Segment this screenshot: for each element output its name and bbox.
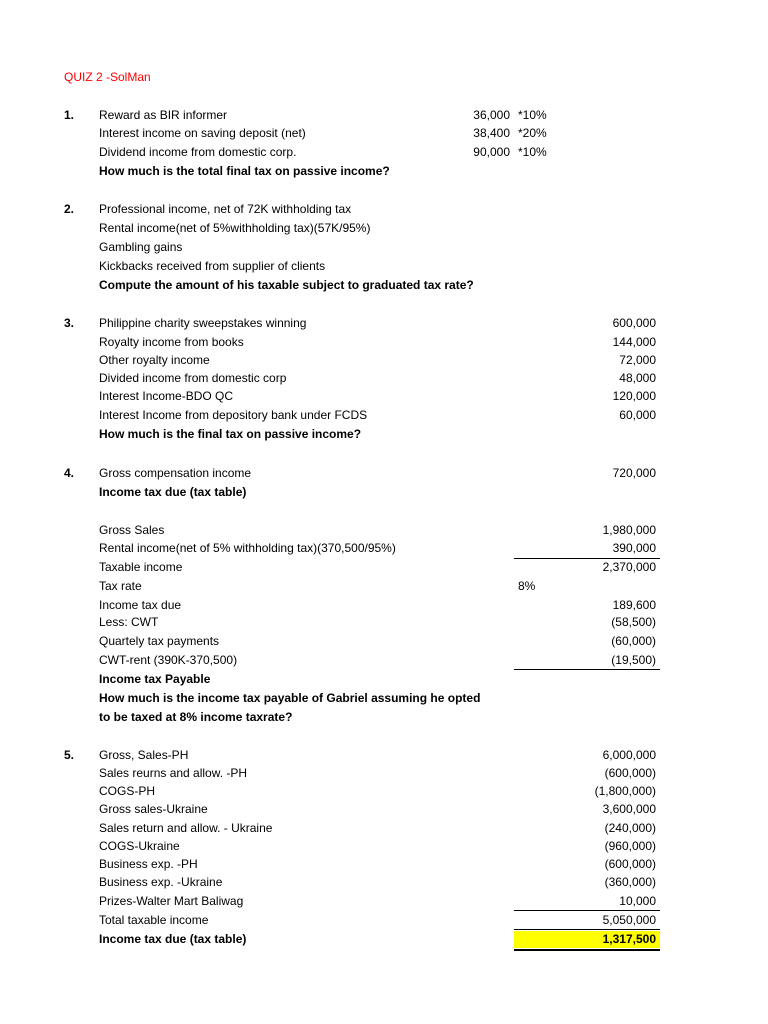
row-label: Sales return and allow. - Ukraine [99, 821, 273, 835]
row-label: Gross sales-Ukraine [99, 802, 208, 816]
row-value: 2,370,000 [602, 560, 656, 574]
row-label: Gross compensation income [99, 466, 252, 480]
underline [514, 669, 660, 670]
payable-label: Income tax Payable [99, 672, 211, 686]
row-value: 600,000 [612, 316, 656, 330]
row-label: Professional income, net of 72K withholding tax [99, 202, 352, 216]
row-label: Rental income(net of 5% withholding tax)(370,500/95%) [99, 541, 396, 555]
row-value: (1,800,000) [594, 784, 656, 798]
row-value: 5,050,000 [602, 913, 656, 927]
row-label: Philippine charity sweepstakes winning [99, 316, 307, 330]
question-text: Compute the amount of his taxable subject to graduated tax rate? [99, 278, 474, 292]
row-value: (360,000) [604, 875, 656, 889]
tax-due-label: Income tax due (tax table) [99, 485, 247, 499]
double-underline [514, 949, 660, 951]
question-text: How much is the final tax on passive income? [99, 427, 362, 441]
row-label: Interest income on saving deposit (net) [99, 126, 306, 140]
row-value: 10,000 [619, 894, 656, 908]
question-text: How much is the income tax payable of Gabriel assuming he opted [99, 691, 481, 705]
row-label: Royalty income from books [99, 335, 244, 349]
row-label: Total taxable income [99, 913, 209, 927]
row-value: 390,000 [612, 541, 656, 555]
row-label: Divided income from domestic corp [99, 371, 287, 385]
row-label: Prizes-Walter Mart Baliwag [99, 894, 244, 908]
row-label: COGS-Ukraine [99, 839, 180, 853]
row-rate: *20% [518, 126, 547, 140]
final-label: Income tax due (tax table) [99, 932, 247, 946]
row-amount: 90,000 [473, 145, 510, 159]
question-number: 3. [64, 316, 75, 330]
row-label: Taxable income [99, 560, 183, 574]
row-value: (60,000) [611, 634, 656, 648]
row-value: 1,980,000 [602, 523, 656, 537]
row-value: 72,000 [619, 353, 656, 367]
question-number: 5. [64, 748, 75, 762]
row-value: (960,000) [604, 839, 656, 853]
row-label: Gross, Sales-PH [99, 748, 189, 762]
row-value: 189,600 [612, 598, 656, 612]
quiz-title: QUIZ 2 -SolMan [64, 70, 151, 84]
row-label: Business exp. -PH [99, 857, 198, 871]
row-label: Interest Income-BDO QC [99, 389, 234, 403]
question-number: 1. [64, 108, 75, 122]
row-label: Gross Sales [99, 523, 165, 537]
question-number: 2. [64, 202, 75, 216]
row-label: Interest Income from depository bank under FCDS [99, 408, 368, 422]
row-label: Reward as BIR informer [99, 108, 228, 122]
row-label: Rental income(net of 5%withholding tax)(57K/95%) [99, 221, 371, 235]
row-rate: *10% [518, 145, 547, 159]
underline [514, 910, 660, 911]
row-label: COGS-PH [99, 784, 156, 798]
row-label: Tax rate [99, 579, 142, 593]
underline [514, 929, 660, 930]
tax-rate-value: 8% [518, 579, 536, 593]
row-value: 120,000 [612, 389, 656, 403]
row-value: 720,000 [612, 466, 656, 480]
row-label: Less: CWT [99, 615, 159, 629]
row-label: Dividend income from domestic corp. [99, 145, 297, 159]
row-amount: 38,400 [473, 126, 510, 140]
row-rate: *10% [518, 108, 547, 122]
row-label: CWT-rent (390K-370,500) [99, 653, 238, 667]
question-text: to be taxed at 8% income taxrate? [99, 710, 293, 724]
row-value: 60,000 [619, 408, 656, 422]
question-text: How much is the total final tax on passive income? [99, 164, 390, 178]
question-number: 4. [64, 466, 75, 480]
row-label: Gambling gains [99, 240, 183, 254]
row-value: (240,000) [604, 821, 656, 835]
row-value: 6,000,000 [602, 748, 656, 762]
final-value: 1,317,500 [602, 932, 656, 946]
row-value: (600,000) [604, 766, 656, 780]
row-value: 3,600,000 [602, 802, 656, 816]
row-value: (19,500) [611, 653, 656, 667]
underline [514, 558, 660, 559]
row-label: Business exp. -Ukraine [99, 875, 223, 889]
row-value: (600,000) [604, 857, 656, 871]
row-label: Sales reurns and allow. -PH [99, 766, 248, 780]
row-value: 144,000 [612, 335, 656, 349]
row-value: 48,000 [619, 371, 656, 385]
row-label: Quartely tax payments [99, 634, 220, 648]
row-value: (58,500) [611, 615, 656, 629]
row-label: Other royalty income [99, 353, 210, 367]
row-label: Income tax due [99, 598, 182, 612]
row-label: Kickbacks received from supplier of clients [99, 259, 326, 273]
row-amount: 36,000 [473, 108, 510, 122]
